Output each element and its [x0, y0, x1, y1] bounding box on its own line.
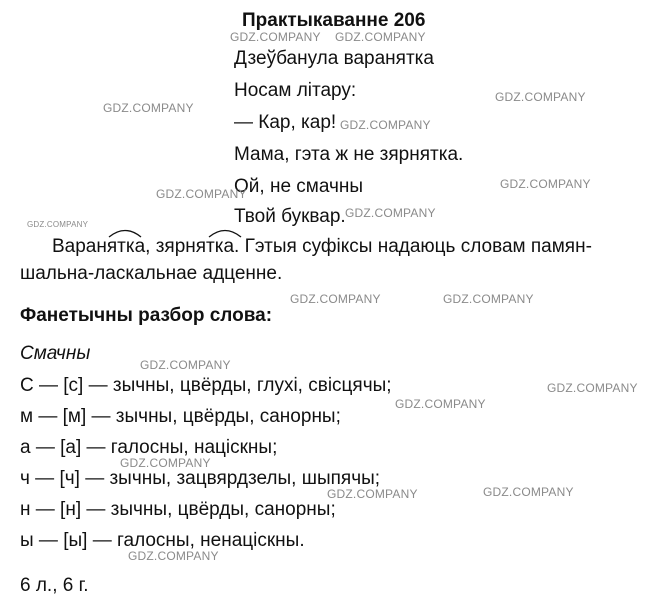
watermark: GDZ.COMPANY — [495, 90, 586, 104]
poem-line-1: Дзеўбанула варанятка — [234, 48, 434, 69]
watermark: GDZ.COMPANY — [547, 381, 638, 395]
analysis-row: С — [с] — зычны, цвёрды, глухі, свісцячы; — [20, 375, 392, 396]
analysis-row: а — [а] — галосны, націскны; — [20, 437, 278, 458]
analysis-row: ч — [ч] — зычны, зацвярдзелы, шыпячы; — [20, 468, 381, 489]
analysis-heading: Фанетычны разбор слова: — [20, 305, 273, 326]
watermark: GDZ.COMPANY — [156, 187, 247, 201]
watermark: GDZ.COMPANY — [120, 456, 211, 470]
watermark: GDZ.COMPANY — [345, 206, 436, 220]
poem-line-3: — Кар, кар! — [234, 112, 337, 133]
poem-line-4: Мама, гэта ж не зярнятка. — [234, 144, 464, 165]
watermark: GDZ.COMPANY — [395, 397, 486, 411]
watermark: GDZ.COMPANY — [483, 485, 574, 499]
watermark: GDZ.COMPANY — [230, 30, 321, 44]
paragraph-line-2: шальна-ласкальнае адценне. — [20, 263, 283, 284]
watermark: GDZ.COMPANY — [500, 177, 591, 191]
poem-line-2: Носам літару: — [234, 80, 357, 101]
watermark: GDZ.COMPANY — [290, 292, 381, 306]
watermark: GDZ.COMPANY — [128, 549, 219, 563]
analysis-row: м — [м] — зычны, цвёрды, санорны; — [20, 406, 341, 427]
watermark: GDZ.COMPANY — [140, 358, 231, 372]
watermark: GDZ.COMPANY — [335, 30, 426, 44]
watermark: GDZ.COMPANY — [27, 220, 89, 229]
watermark: GDZ.COMPANY — [103, 101, 194, 115]
poem-line-5: Ой, не смачны — [234, 176, 364, 197]
watermark: GDZ.COMPANY — [443, 292, 534, 306]
analysis-row: н — [н] — зычны, цвёрды, санорны; — [20, 499, 336, 520]
watermark: GDZ.COMPANY — [327, 487, 418, 501]
analysis-summary: 6 л., 6 г. — [20, 575, 89, 596]
poem-line-6: Твой буквар. — [234, 206, 346, 227]
analysis-word: Смачны — [20, 343, 91, 364]
watermark: GDZ.COMPANY — [340, 118, 431, 132]
page-title: Практыкаванне 206 — [242, 10, 426, 31]
paragraph-line-1: Варанятка, зярнятка. Гэтыя суфіксы надаюць словам памян- — [52, 236, 592, 257]
analysis-row: ы — [ы] — галосны, ненаціскны. — [20, 530, 305, 551]
